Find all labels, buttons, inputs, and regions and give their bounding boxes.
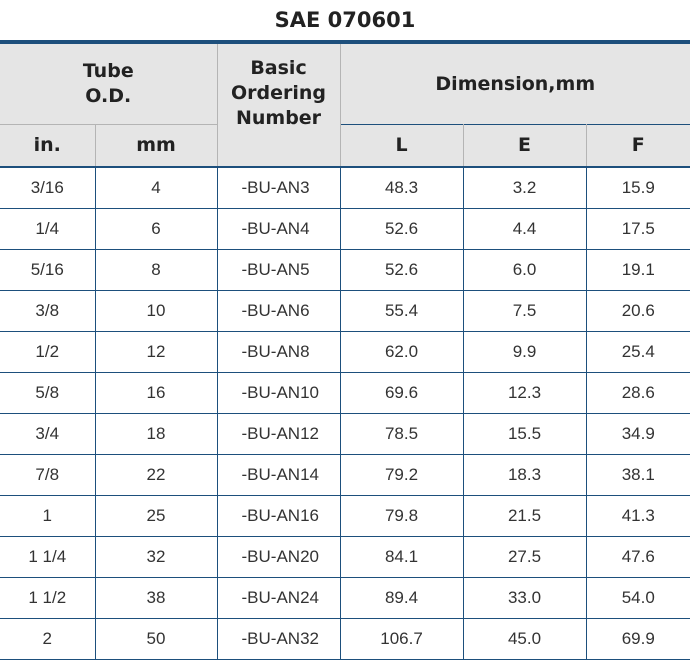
cell-mm: 32 bbox=[95, 537, 217, 578]
cell-in: 2 bbox=[0, 619, 95, 660]
cell-F: 28.6 bbox=[586, 373, 690, 414]
cell-L: 84.1 bbox=[340, 537, 463, 578]
cell-in: 1/4 bbox=[0, 209, 95, 250]
cell-F: 54.0 bbox=[586, 578, 690, 619]
cell-F: 34.9 bbox=[586, 414, 690, 455]
cell-mm: 18 bbox=[95, 414, 217, 455]
cell-L: 89.4 bbox=[340, 578, 463, 619]
cell-F: 20.6 bbox=[586, 291, 690, 332]
cell-L: 78.5 bbox=[340, 414, 463, 455]
header-row-top bbox=[0, 42, 690, 125]
header-ordering-number bbox=[217, 42, 340, 167]
cell-in: 3/4 bbox=[0, 414, 95, 455]
header-col-L: L bbox=[340, 125, 463, 168]
cell-mm: 8 bbox=[95, 250, 217, 291]
cell-L: 79.2 bbox=[340, 455, 463, 496]
cell-F: 69.9 bbox=[586, 619, 690, 660]
cell-order-number: -BU-AN5 bbox=[217, 250, 340, 291]
cell-mm: 10 bbox=[95, 291, 217, 332]
cell-L: 79.8 bbox=[340, 496, 463, 537]
cell-F: 25.4 bbox=[586, 332, 690, 373]
cell-E: 45.0 bbox=[463, 619, 586, 660]
cell-in: 5/8 bbox=[0, 373, 95, 414]
table-row bbox=[0, 414, 690, 455]
cell-in: 1 1/2 bbox=[0, 578, 95, 619]
cell-mm: 38 bbox=[95, 578, 217, 619]
table-row bbox=[0, 291, 690, 332]
cell-F: 17.5 bbox=[586, 209, 690, 250]
cell-in: 1 bbox=[0, 496, 95, 537]
cell-order-number: -BU-AN14 bbox=[217, 455, 340, 496]
cell-in: 7/8 bbox=[0, 455, 95, 496]
cell-F: 38.1 bbox=[586, 455, 690, 496]
cell-order-number: -BU-AN12 bbox=[217, 414, 340, 455]
cell-mm: 25 bbox=[95, 496, 217, 537]
cell-E: 33.0 bbox=[463, 578, 586, 619]
cell-in: 1/2 bbox=[0, 332, 95, 373]
cell-F: 47.6 bbox=[586, 537, 690, 578]
cell-mm: 6 bbox=[95, 209, 217, 250]
cell-E: 18.3 bbox=[463, 455, 586, 496]
spec-table bbox=[0, 40, 690, 660]
cell-E: 21.5 bbox=[463, 496, 586, 537]
header-row-sub bbox=[0, 125, 690, 168]
cell-order-number: -BU-AN3 bbox=[217, 167, 340, 209]
table-row bbox=[0, 250, 690, 291]
cell-order-number: -BU-AN4 bbox=[217, 209, 340, 250]
cell-E: 3.2 bbox=[463, 167, 586, 209]
table-row bbox=[0, 537, 690, 578]
cell-L: 62.0 bbox=[340, 332, 463, 373]
cell-E: 7.5 bbox=[463, 291, 586, 332]
cell-L: 48.3 bbox=[340, 167, 463, 209]
cell-E: 27.5 bbox=[463, 537, 586, 578]
table-row bbox=[0, 209, 690, 250]
cell-L: 106.7 bbox=[340, 619, 463, 660]
table-row bbox=[0, 619, 690, 660]
cell-mm: 50 bbox=[95, 619, 217, 660]
cell-E: 15.5 bbox=[463, 414, 586, 455]
cell-order-number: -BU-AN6 bbox=[217, 291, 340, 332]
cell-mm: 12 bbox=[95, 332, 217, 373]
header-ordering-line3: Number bbox=[235, 107, 322, 129]
cell-order-number: -BU-AN16 bbox=[217, 496, 340, 537]
cell-order-number: -BU-AN32 bbox=[217, 619, 340, 660]
header-ordering-line2: Ordering bbox=[231, 82, 327, 104]
cell-in: 1 1/4 bbox=[0, 537, 95, 578]
cell-order-number: -BU-AN8 bbox=[217, 332, 340, 373]
cell-F: 15.9 bbox=[586, 167, 690, 209]
cell-L: 52.6 bbox=[340, 209, 463, 250]
header-ordering-line1: Basic bbox=[250, 57, 307, 79]
cell-L: 52.6 bbox=[340, 250, 463, 291]
header-col-F: F bbox=[586, 125, 690, 168]
cell-mm: 4 bbox=[95, 167, 217, 209]
table-row bbox=[0, 332, 690, 373]
page-title: SAE 070601 bbox=[274, 8, 416, 32]
header-tube-od-line2: O.D. bbox=[85, 85, 132, 107]
cell-F: 41.3 bbox=[586, 496, 690, 537]
header-dimension: Dimension,mm bbox=[340, 42, 690, 125]
cell-F: 19.1 bbox=[586, 250, 690, 291]
cell-E: 12.3 bbox=[463, 373, 586, 414]
cell-order-number: -BU-AN10 bbox=[217, 373, 340, 414]
header-tube-od bbox=[0, 42, 217, 125]
header-col-mm: mm bbox=[95, 125, 217, 168]
cell-order-number: -BU-AN24 bbox=[217, 578, 340, 619]
cell-in: 3/16 bbox=[0, 167, 95, 209]
header-col-E: E bbox=[463, 125, 586, 168]
cell-in: 5/16 bbox=[0, 250, 95, 291]
table-row bbox=[0, 167, 690, 209]
header-col-in: in. bbox=[0, 125, 95, 168]
cell-E: 4.4 bbox=[463, 209, 586, 250]
cell-mm: 16 bbox=[95, 373, 217, 414]
cell-order-number: -BU-AN20 bbox=[217, 537, 340, 578]
table-row bbox=[0, 373, 690, 414]
cell-mm: 22 bbox=[95, 455, 217, 496]
table-row bbox=[0, 578, 690, 619]
cell-in: 3/8 bbox=[0, 291, 95, 332]
table-row bbox=[0, 455, 690, 496]
header-tube-od-line1: Tube bbox=[82, 60, 134, 82]
cell-E: 6.0 bbox=[463, 250, 586, 291]
cell-L: 69.6 bbox=[340, 373, 463, 414]
table-row bbox=[0, 496, 690, 537]
cell-E: 9.9 bbox=[463, 332, 586, 373]
cell-L: 55.4 bbox=[340, 291, 463, 332]
